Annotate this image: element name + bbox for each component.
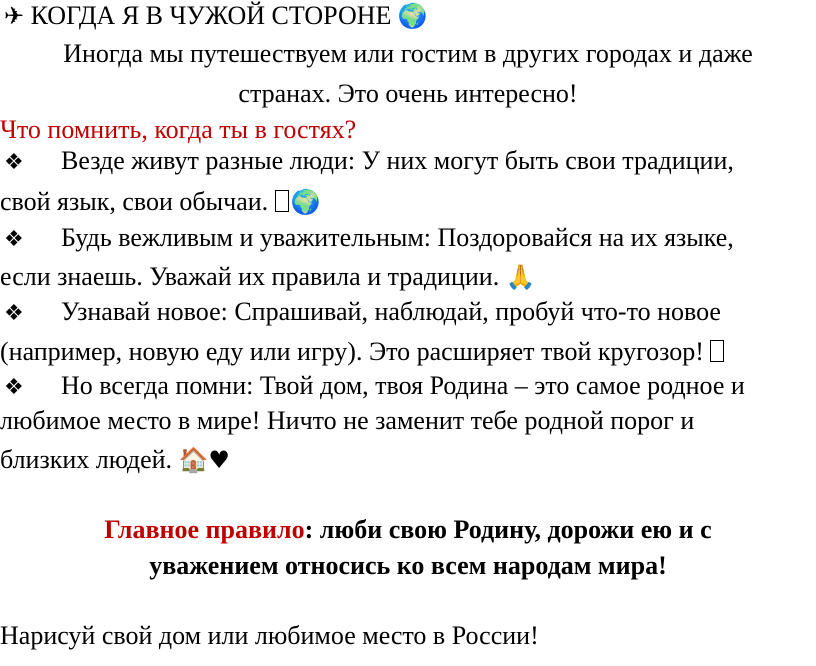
diamond-bullet-icon: ❖ [4,301,24,326]
main-rule-line-2: уважением относись ко всем народам мира! [149,551,667,580]
page-title [4,0,428,32]
bullet-2-line-2 [0,261,536,293]
bullet-text: (например, новую еду или игру). Это расширяет твой кругозор! [0,337,704,366]
bullet-text: свой язык, свои обычаи. [0,187,269,216]
diamond-bullet-icon: ❖ [4,227,24,252]
main-rule-label: Главное правило [104,515,305,544]
main-rule-line-1 [0,514,816,546]
bullet-3-line-1 [4,296,721,330]
missing-glyph-icon [275,190,289,212]
bullet-text: если знаешь. Уважай их правила и традиции. [0,262,500,291]
bullet-text: близких людей. [0,445,173,474]
diamond-bullet-icon: ❖ [4,375,24,400]
bullet-text: Но всегда помни: Твой дом, твоя Родина – это самое родное и [61,371,745,400]
diamond-bullet-icon: ❖ [4,150,24,175]
drawing-task: Нарисуй свой дом или любимое место в России! [0,621,539,650]
intro-line-2: странах. Это очень интересно! [238,79,578,108]
intro-line-1: Иногда мы путешествуем или гостим в других городах и даже [63,39,753,68]
bullet-2-line-1 [4,222,734,256]
main-rule-text: : люби свою Родину, дорожи ею и с [304,515,712,544]
bullet-text: Узнавай новое: Спрашивай, наблюдай, пробуй что-то новое [61,297,721,326]
subheading: Что помнить, когда ты в гостях? [0,115,357,144]
bullet-4-line-1 [4,370,745,404]
title-text: КОГДА Я В ЧУЖОЙ СТОРОНЕ [30,1,392,30]
bullet-1-line-1 [4,145,734,179]
bullet-4-line-2: любимое место в мире! Ничто не заменит тебе родной порог и [0,406,695,435]
bullet-3-line-2 [0,336,726,368]
bullet-4-line-3 [0,444,230,476]
airplane-icon: ✈ [4,2,25,30]
praying-hands-icon: 🙏 [505,263,536,291]
house-heart-icon: 🏠♥ [178,446,230,474]
globe-icon: 🌍 [397,2,428,30]
bullet-1-line-2 [0,186,321,218]
missing-glyph-icon [710,340,724,362]
bullet-text: Везде живут разные люди: У них могут быть свои традиции, [61,146,734,175]
globe-icon: 🌍 [290,188,321,216]
bullet-text: Будь вежливым и уважительным: Поздоровайся на их языке, [61,223,734,252]
